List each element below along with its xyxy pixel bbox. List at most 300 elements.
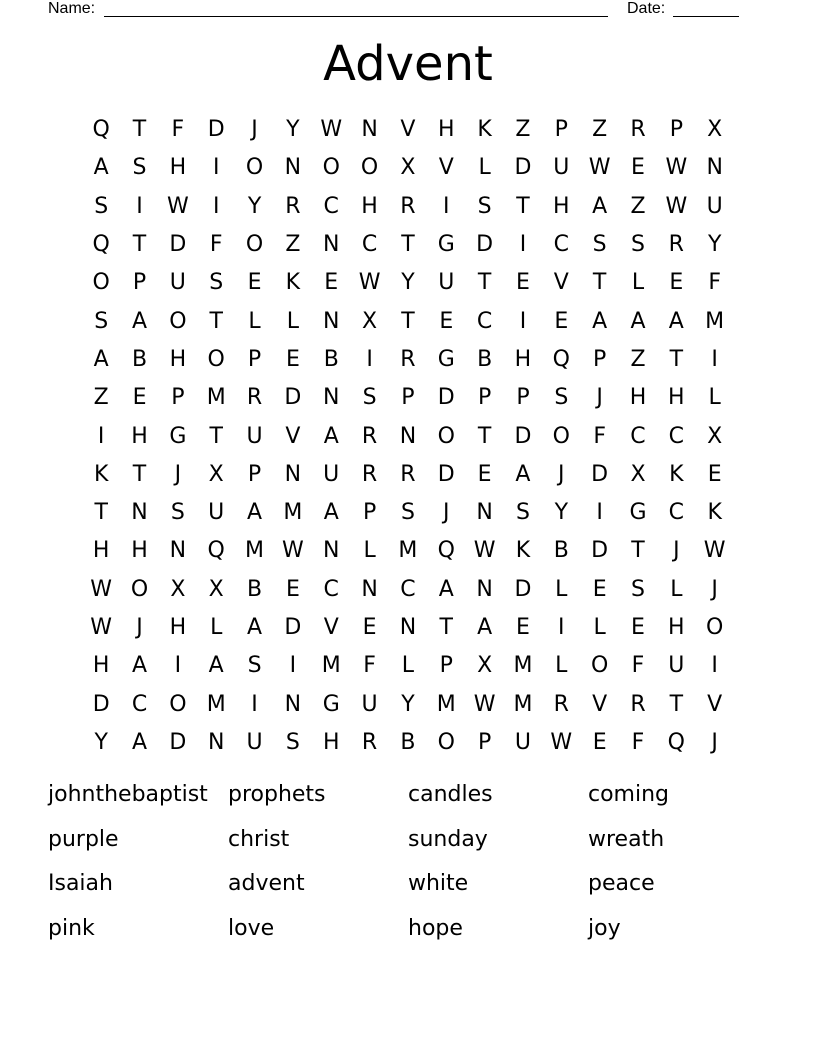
grid-letter: M [283,500,303,526]
grid-letter: O [245,232,264,258]
grid-letter: O [169,691,187,717]
grid-row [82,456,734,494]
grid-letter: C [668,500,685,526]
grid-letter: M [513,691,533,717]
grid-letter: L [555,576,568,602]
grid-letter: O [130,576,149,602]
grid-letter: O [706,615,724,640]
grid-letter: V [323,615,339,640]
grid-letter: N [323,308,340,334]
word-bank [48,777,768,955]
grid-letter: H [514,346,532,372]
grid-letter: T [516,193,530,219]
grid-letter: Z [592,117,608,143]
grid-letter: U [208,500,225,526]
grid-letter: G [437,232,455,258]
grid-letter: S [400,500,415,526]
grid-letter: K [93,461,109,487]
grid-letter: B [400,729,416,755]
grid-letter: O [552,423,570,449]
grid-letter: T [669,346,684,372]
word-item: white [408,871,469,896]
grid-letter: V [438,155,454,181]
grid-letter: C [323,576,339,602]
grid-letter: D [284,615,302,640]
grid-letter: N [284,691,302,717]
grid-letter: Y [247,193,262,219]
grid-row [82,685,734,723]
grid-letter: E [592,576,607,602]
grid-letter: S [592,232,607,258]
grid-letter: H [322,729,340,755]
grid-letter: D [437,385,455,411]
grid-letter: W [90,615,113,640]
grid-letter: X [630,461,646,487]
grid-letter: W [550,729,573,755]
grid-row [82,647,734,685]
grid-letter: W [473,691,496,717]
grid-letter: S [554,385,569,411]
grid-letter: J [174,461,182,487]
grid-letter: U [553,155,570,181]
grid-letter: Y [707,232,722,258]
grid-letter: T [401,232,415,258]
grid-letter: N [706,155,723,181]
grid-letter: E [132,385,147,411]
grid-letter: F [171,117,185,143]
grid-letter: T [209,308,223,334]
page-title: Advent [323,36,493,92]
grid-letter: T [94,500,108,526]
grid-letter: S [515,500,530,526]
grid-letter: T [132,232,147,258]
grid-letter: A [323,500,339,526]
grid-letter: B [323,346,339,372]
word-item: christ [228,826,290,852]
grid-letter: I [97,423,105,449]
grid-letter: S [209,270,224,296]
grid-letter: M [321,653,341,679]
grid-letter: N [399,615,417,640]
grid-letter: U [246,729,263,755]
grid-letter: D [514,155,532,181]
grid-letter: A [323,423,339,449]
grid-letter: U [246,423,263,449]
grid-letter: I [711,653,718,679]
grid-letter: L [670,576,683,602]
grid-letter: L [363,538,376,564]
grid-letter: Z [630,193,646,219]
grid-letter: J [251,117,258,143]
grid-letter: O [245,155,264,181]
date-label: Date: [627,0,666,17]
grid-letter: A [592,193,608,219]
grid-letter: H [553,193,570,219]
grid-letter: K [669,461,684,487]
grid-letter: L [401,653,415,679]
grid-letter: K [477,117,492,143]
grid-letter: N [131,500,148,526]
grid-letter: D [514,576,532,602]
grid-letter: A [93,155,109,181]
grid-letter: A [438,576,454,602]
grid-letter: B [477,346,493,372]
word-item: wreath [588,826,665,852]
grid-letter: Y [94,729,108,755]
grid-letter: V [285,423,301,449]
grid-row [82,302,734,340]
grid-letter: E [669,270,684,296]
word-item: joy [588,915,621,941]
grid-letter: Q [207,538,225,564]
grid-letter: W [166,193,189,219]
grid-letter: Z [285,232,301,258]
grid-letter: G [169,423,187,449]
grid-letter: W [282,538,304,564]
grid-letter: P [669,117,683,143]
grid-letter: T [477,423,492,449]
grid-letter: X [208,576,224,602]
grid-letter: T [401,308,415,334]
grid-letter: E [631,155,645,181]
grid-letter: U [706,193,723,219]
grid-letter: I [174,653,182,679]
grid-letter: Z [93,385,109,411]
grid-letter: H [92,653,110,679]
grid-letter: E [285,346,300,372]
grid-letter: I [519,308,527,334]
grid-letter: N [284,461,302,487]
grid-letter: L [478,155,491,181]
grid-letter: D [207,117,225,143]
grid-letter: K [515,538,531,564]
grid-row [82,341,734,379]
grid-letter: X [707,423,723,449]
grid-letter: H [92,538,110,564]
grid-letter: L [286,308,300,334]
grid-letter: P [477,729,492,755]
grid-letter: F [363,653,376,679]
grid-letter: W [588,155,611,181]
grid-letter: Z [630,346,646,372]
grid-letter: X [170,576,186,602]
grid-letter: C [553,232,569,258]
grid-letter: W [665,155,688,181]
grid-letter: J [443,500,450,526]
grid-letter: T [669,691,684,717]
grid-letter: J [711,576,718,602]
grid-letter: O [437,729,455,755]
grid-letter: A [247,500,263,526]
grid-letter: A [668,308,684,334]
grid-letter: A [131,653,148,679]
grid-letter: A [477,615,493,640]
grid-letter: G [629,500,647,526]
word-item: purple [48,826,119,852]
grid-letter: F [593,423,606,449]
grid-letter: E [516,615,530,640]
grid-letter: N [323,538,340,564]
grid-letter: S [170,500,185,526]
grid-letter: R [285,193,301,219]
grid-letter: L [708,385,721,411]
grid-letter: D [591,538,609,564]
grid-letter: L [248,308,261,334]
grid-letter: M [398,538,418,564]
grid-letter: U [361,691,378,717]
grid-letter: I [289,653,297,679]
grid-row [82,417,734,455]
word-item: prophets [228,782,326,807]
grid-letter: A [131,729,148,755]
grid-letter: E [285,576,300,602]
grid-letter: E [707,461,722,487]
grid-letter: P [362,500,377,526]
grid-letter: D [591,461,609,487]
grid-letter: R [553,691,569,717]
grid-letter: R [400,346,416,372]
grid-row [82,149,734,187]
grid-letter: P [171,385,185,411]
word-item: advent [228,871,305,896]
grid-letter: Q [667,729,685,755]
word-item: candles [408,782,493,807]
grid-letter: U [514,729,531,755]
grid-row [82,609,734,647]
grid-letter: I [558,615,565,640]
grid-letter: K [285,270,301,296]
word-item: hope [408,915,463,941]
grid-letter: R [361,729,378,755]
grid-letter: E [554,308,569,334]
grid-letter: Y [554,500,569,526]
grid-letter: C [323,193,339,219]
grid-letter: S [247,653,262,679]
grid-letter: C [476,308,493,334]
grid-letter: X [208,461,224,487]
grid-letter: W [320,117,343,143]
grid-letter: U [323,461,340,487]
grid-letter: T [132,117,147,143]
grid-letter: H [169,615,187,640]
grid-letter: S [94,308,109,334]
grid-letter: T [209,423,223,449]
word-item: johnthebaptist [48,782,208,807]
grid-letter: O [169,308,187,334]
grid-letter: Y [286,117,300,143]
grid-letter: D [514,423,532,449]
word-item: coming [588,782,670,807]
grid-letter: Q [92,232,110,258]
grid-letter: D [284,385,302,411]
grid-letter: N [284,155,302,181]
grid-letter: L [631,270,645,296]
grid-letter: A [93,346,109,372]
grid-row [82,571,734,609]
grid-letter: J [558,461,565,487]
grid-letter: P [439,653,453,679]
grid-letter: K [707,500,722,526]
grid-letter: S [631,576,645,602]
grid-letter: Q [552,346,570,372]
grid-letter: I [212,155,220,181]
grid-letter: P [593,346,607,372]
grid-letter: J [711,729,718,755]
grid-letter: U [668,653,685,679]
grid-row [82,724,734,762]
grid-letter: M [206,691,226,717]
grid-letter: Q [437,538,455,564]
grid-letter: O [360,155,379,181]
grid-letter: M [245,538,265,564]
grid-letter: A [515,461,531,487]
grid-letter: C [400,576,416,602]
grid-letter: S [285,729,300,755]
grid-letter: E [592,729,607,755]
grid-letter: X [362,308,378,334]
grid-letter: Y [401,270,415,296]
grid-row [82,111,734,149]
grid-letter: A [208,653,224,679]
grid-letter: I [596,500,603,526]
grid-letter: Q [92,117,110,143]
grid-letter: H [131,423,148,449]
grid-letter: L [593,615,606,640]
word-item: sunday [408,826,488,852]
grid-letter: E [516,270,530,296]
grid-letter: L [210,615,223,640]
grid-letter: I [251,691,258,717]
grid-letter: H [169,346,187,372]
grid-letter: V [707,691,723,717]
grid-letter: S [631,232,645,258]
grid-letter: F [631,729,645,755]
grid-letter: N [476,500,493,526]
grid-letter: B [553,538,569,564]
grid-letter: U [169,270,186,296]
grid-letter: R [630,117,646,143]
grid-letter: E [247,270,262,296]
grid-letter: V [592,691,608,717]
grid-letter: D [169,232,187,258]
grid-letter: W [90,576,113,602]
grid-letter: R [361,461,378,487]
grid-letter: N [207,729,225,755]
grid-letter: L [555,653,568,679]
grid-letter: W [358,270,381,296]
letter-grid [82,111,734,762]
grid-row [82,532,734,570]
word-item: Isaiah [48,871,113,896]
grid-letter: N [361,117,378,143]
grid-letter: F [209,232,223,258]
grid-letter: J [136,615,143,640]
grid-letter: C [630,423,646,449]
grid-letter: R [630,691,646,717]
grid-letter: N [323,385,340,411]
grid-letter: B [247,576,263,602]
grid-letter: H [629,385,647,411]
grid-letter: M [436,691,456,717]
grid-letter: T [132,461,147,487]
grid-letter: A [247,615,263,640]
grid-letter: A [630,308,646,334]
grid-letter: D [92,691,110,717]
grid-letter: I [711,346,718,372]
grid-letter: F [631,653,645,679]
grid-letter: R [246,385,263,411]
grid-letter: O [437,423,455,449]
grid-row [82,264,734,302]
grid-letter: P [247,461,262,487]
grid-letter: D [437,461,455,487]
grid-letter: P [516,385,530,411]
grid-letter: H [668,615,685,640]
grid-letter: R [400,193,416,219]
grid-letter: X [400,155,416,181]
grid-letter: H [169,155,187,181]
grid-letter: P [401,385,415,411]
grid-letter: H [668,385,685,411]
grid-letter: J [673,538,680,564]
grid-letter: N [361,576,378,602]
date-blank-line [673,16,739,17]
grid-letter: C [361,232,378,258]
grid-letter: W [665,193,688,219]
grid-letter: N [476,576,493,602]
grid-letter: V [400,117,416,143]
grid-letter: S [94,193,109,219]
grid-letter: J [596,385,603,411]
grid-letter: I [136,193,143,219]
grid-letter: I [212,193,220,219]
grid-letter: V [553,270,569,296]
grid-letter: H [131,538,148,564]
grid-letter: O [92,270,110,296]
grid-letter: M [206,385,226,411]
grid-letter: T [631,538,645,564]
grid-letter: A [131,308,148,334]
grid-letter: S [132,155,147,181]
grid-row [82,188,734,226]
grid-letter: T [477,270,492,296]
grid-letter: T [439,615,453,640]
grid-letter: I [366,346,373,372]
grid-letter: W [703,538,726,564]
grid-letter: G [437,346,455,372]
grid-letter: Y [401,691,415,717]
grid-letter: M [705,308,725,334]
word-item: love [228,915,275,941]
grid-letter: N [323,232,340,258]
grid-letter: R [400,461,416,487]
grid-letter: W [473,538,496,564]
grid-letter: C [131,691,148,717]
grid-letter: X [477,653,493,679]
grid-letter: E [631,615,645,640]
grid-letter: O [590,653,609,679]
grid-letter: N [399,423,417,449]
grid-letter: D [169,729,187,755]
grid-letter: D [476,232,494,258]
grid-letter: S [477,193,492,219]
grid-letter: E [324,270,339,296]
grid-letter: O [322,155,340,181]
grid-letter: E [477,461,492,487]
grid-letter: U [438,270,455,296]
grid-letter: X [707,117,723,143]
grid-letter: F [708,270,721,296]
